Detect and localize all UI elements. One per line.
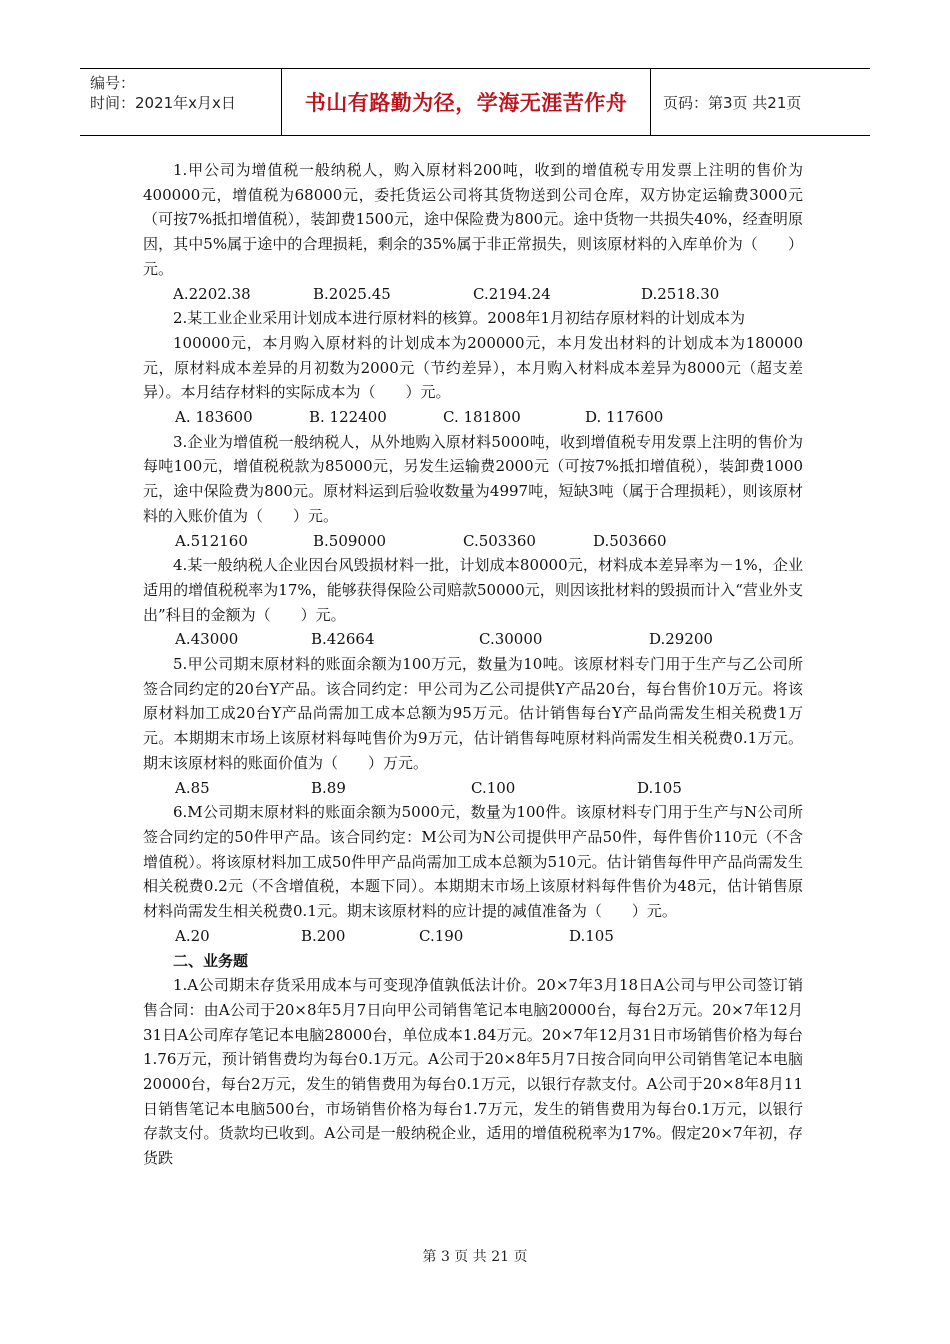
time-label: 时间：2021年x月x日 [90,94,236,112]
option-b: B.509000 [313,531,387,550]
option-a: A.512160 [175,531,248,550]
option-a: A.2202.38 [173,284,251,303]
option-d: D.2518.30 [641,284,720,303]
option-b: B.2025.45 [313,284,391,303]
question-2-continued: 100000元，本月购入原材料的计划成本为200000元，本月发出材料的计划成本为180000元，原材料成本差异的月初数为2000元（节约差异），本月购入材料成本差异为8000元（超支差异）。本月结存材料的实际成本为（ ）元。 [143,333,803,402]
page-header [80,68,870,136]
header-motto: 书山有路勤为径，学海无涯苦作舟 [282,69,651,135]
option-c: C.30000 [479,630,543,649]
question-2-options [143,405,803,430]
question-5: 5.甲公司期末原材料的账面余额为100万元，数量为10吨。该原材料专门用于生产与乙公司所签合同约定的20台Y产品。该合同约定：甲公司为乙公司提供Y产品20台，每台售价10万元。将该原材料加工成20台Y产品尚需加工成本总额为95万元。估计销售每台Y产品尚需发生相关税费1万元。本期期末市场上该原材料每吨售价为9万元，估计销售每吨原材料尚需发生相关税费0.1万元。期末该原材料的账面价值为（ ）万元。 [143,655,803,772]
question-6: 6.M公司期末原材料的账面余额为5000元，数量为100件。该原材料专门用于生产与N公司所签合同约定的50件甲产品。该合同约定：M公司为N公司提供甲产品50件，每件售价110元（不含增值税）。将该原材料加工成50件甲产品尚需加工成本总额为510元。估计销售每件甲产品尚需发生相关税费0.2元（不含增值税，本题下同）。本期期末市场上该原材料每件售价为48元，估计销售原材料尚需发生相关税费0.1元。期末该原材料的应计提的减值准备为（ ）元。 [143,803,803,921]
question-3: 3.企业为增值税一般纳税人，从外地购入原材料5000吨，收到增值税专用发票上注明的售价为每吨100元，增值税税款为85000元，另发生运输费2000元（可按7%抵扣增值税），装卸费1000元，途中保险费为800元。原材料运到后验收数量为4997吨，短缺3吨（属于合理损耗），则该原材料的入账价值为（ ）元。 [143,432,803,525]
option-a: A.85 [175,778,210,797]
document-body [143,158,803,1171]
option-b: B.200 [301,926,346,945]
option-c: C.2194.24 [473,284,551,303]
option-d: D.29200 [649,630,713,649]
page-footer: 第 3 页 共 21 页 [422,1249,528,1265]
option-d: D.105 [569,926,614,945]
option-b: B. 122400 [309,408,387,427]
question-2: 2.某工业企业采用计划成本进行原材料的核算。2008年1月初结存原材料的计划成本为 [173,309,746,328]
question-1: 1.甲公司为增值税一般纳税人，购入原材料200吨，收到的增值税专用发票上注明的售价为400000元，增值税为68000元，委托货运公司将其货物送到公司仓库，双方协定运输费3000元（可按7%抵扣增值税），装卸费1500元，途中保险费为800元。途中货物一共损失40%，经查明原因，其中5%属于途中的合理损耗，剩余的35%属于非正常损失，则该原材料的入库单价为（ ）元。 [143,161,803,278]
question-4-options [143,627,803,652]
header-page-code: 页码：第3页 共21页 [663,93,802,112]
option-c: C. 181800 [443,408,521,427]
question-5-options [143,776,803,801]
option-d: D.503660 [593,531,667,550]
option-c: C.190 [419,926,464,945]
option-a: A. 183600 [175,408,253,427]
option-a: A.20 [175,926,210,945]
option-c: C.503360 [463,531,536,550]
business-question-1: 1.A公司期末存货采用成本与可变现净值孰低法计价。20×7年3月18日A公司与甲公司签订销售合同：由A公司于20×8年5月7日向甲公司销售笔记本电脑20000台，每台2万元。20×7年12月31日A公司库存笔记本电脑28000台，单位成本1.84万元。20×7年12月31日市场销售价格为每台1.76万元，预计销售费均为每台0.1万元。A公司于20×8年5月7日按合同向甲公司销售笔记本电脑20000台，每台2万元，发生的销售费用为每台0.1万元，以银行存款支付。A公司于20×8年8月11日销售笔记本电脑500台，市场销售价格为每台1.7万元，发生的销售费用为每台0.1万元，以银行存款支付。货款均已收到。A公司是一般纳税企业，适用的增值税税率为17%。假定20×7年初，存货跌 [143,976,803,1168]
option-d: D. 117600 [585,408,664,427]
question-4: 4.某一般纳税人企业因台风毁损材料一批，计划成本80000元，材料成本差异率为－1%，企业适用的增值税税率为17%，能够获得保险公司赔款50000元，则因该批材料的毁损而计入“营业外支出”科目的金额为（ ）元。 [143,556,803,624]
option-b: B.42664 [311,630,375,649]
question-6-options [143,924,803,949]
question-1-options [143,282,803,307]
option-c: C.100 [471,778,516,797]
header-meta [80,69,282,135]
question-3-options [143,529,803,554]
number-label: 编号： [90,74,136,92]
option-a: A.43000 [175,630,239,649]
section-heading: 二、业务题 [173,951,249,970]
option-b: B.89 [311,778,346,797]
option-d: D.105 [637,778,682,797]
